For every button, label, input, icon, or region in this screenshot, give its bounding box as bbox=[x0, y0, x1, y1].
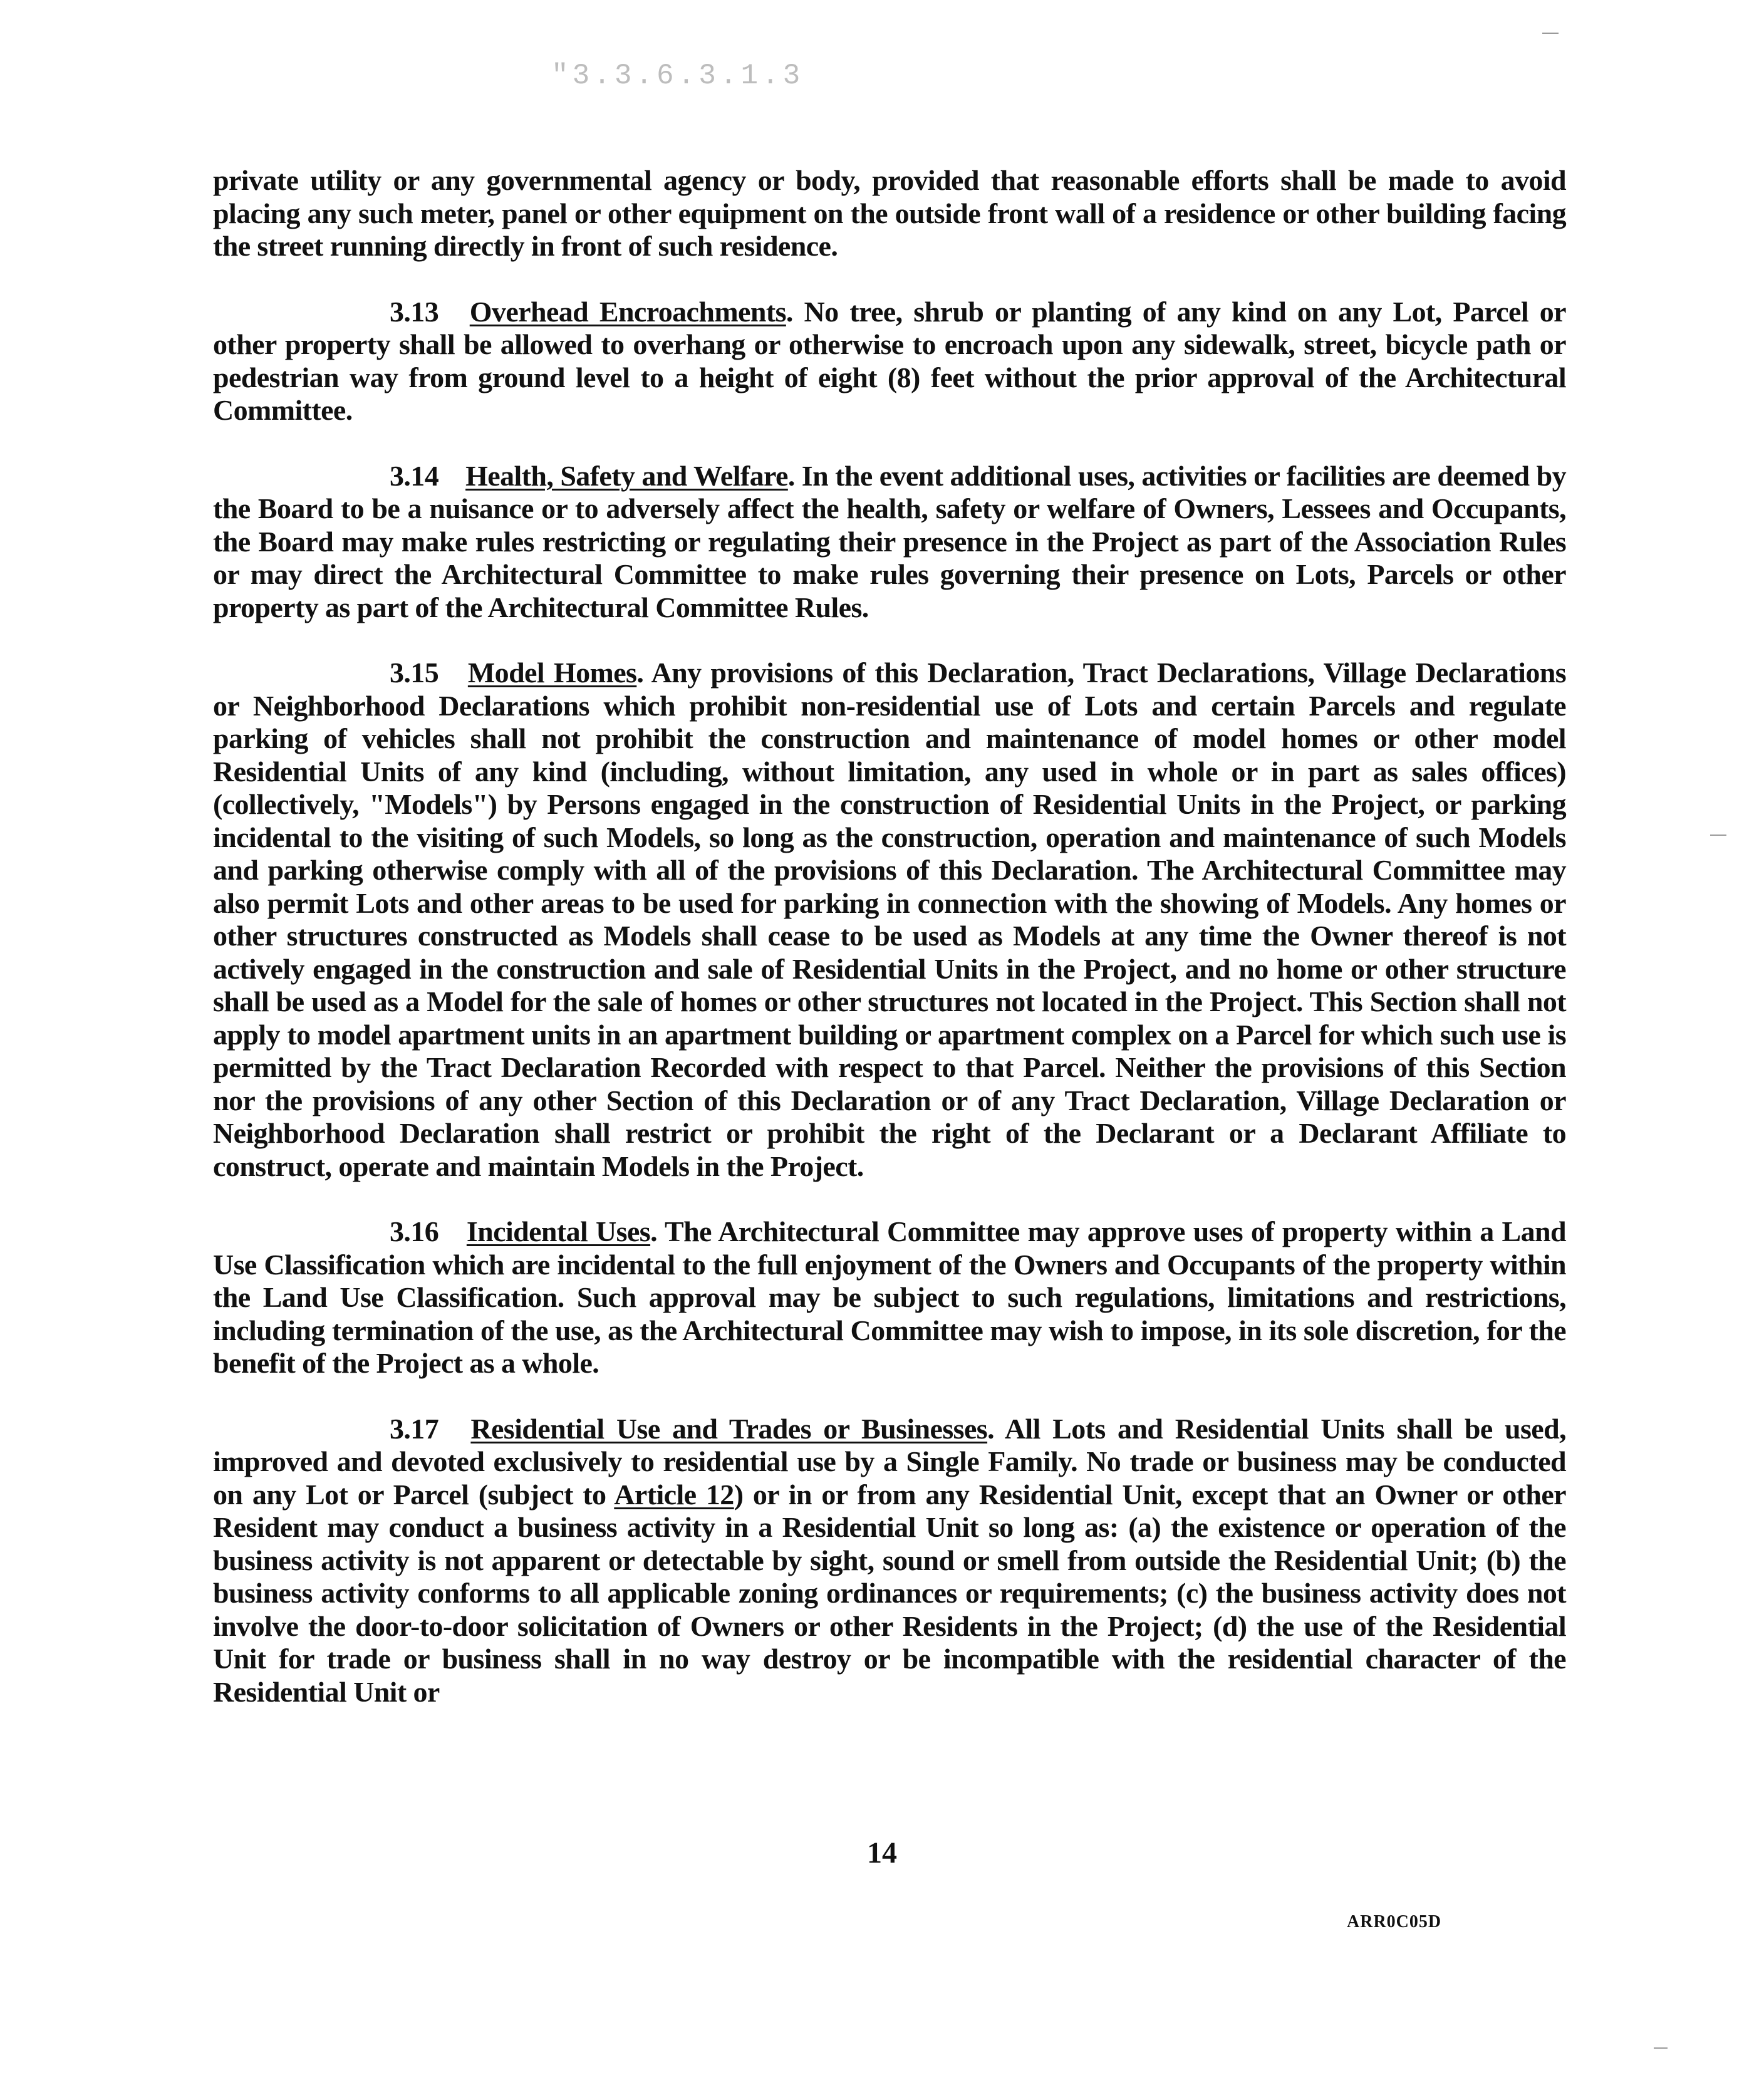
section-title: Health, Safety and Welfare bbox=[465, 459, 788, 492]
section-text: No tree, shrub or planting of any kind on any Lot, Parcel or other property shall be allowed to overhang or otherwise to encroach upon any sidewalk, street, bicycle path or pedestrian way from ground level to a height of eight (8) feet without the prior approval of the Architectural Committee. bbox=[213, 295, 1566, 426]
section-number: 3.17 bbox=[390, 1412, 439, 1445]
intro-paragraph bbox=[213, 164, 1566, 263]
section-text: All Lots and Residential Units shall be used, improved and devoted exclusively to residential use by a Single Family. No trade or business may be conducted on any Lot or Parcel (subject to bbox=[213, 1412, 1566, 1511]
section-3-16: 3.16 Incidental Uses. The Architectural Committee may approve uses of property within a Land Use Classification which are incidental to the full enjoyment of the Owners and Occupants of the property within the Land Use Classification. Such approval may be subject to such regulations, limitations and restrictions, including termination of the use, as the Architectural Committee may wish to impose, in its sole discretion, for the benefit of the Project as a whole. bbox=[213, 1215, 1566, 1379]
document-body bbox=[213, 164, 1566, 1741]
section-3-17: 3.17 Residential Use and Trades or Businesses. All Lots and Residential Units shall be used, improved and devoted exclusively to residential use by a Single Family. No trade or business may be conducted on any Lot or Parcel (subject to Article 12) or in or from any Residential Unit, except that an Owner or other Resident may conduct a business activity in a Residential Unit so long as: (a) the existence or operation of the business activity is not apparent or detectable by sight, sound or smell from outside the Residential Unit; (b) the business activity conforms to all applicable zoning ordinances or requirements; (c) the business activity does not involve the door-to-door solicitation of Owners or other Residents in the Project; (d) the use of the Residential Unit for trade or business shall in no way destroy or be incompatible with the residential character of the Residential Unit or bbox=[213, 1412, 1566, 1708]
section-text: ) or in or from any Residential Unit, except that an Owner or other Resident may conduct a business activity in a Residential Unit so long as: (a) the existence or operation of the business activity is not apparent or detectable by sight, sound or smell from outside the Residential Unit; (b) the business activity conforms to all applicable zoning ordinances or requirements; (c) the business activity does not involve the door-to-door solicitation of Owners or other Residents in the Project; (d) the use of the Residential Unit for trade or business shall in no way destroy or be incompatible with the residential character of the Residential Unit or bbox=[213, 1478, 1566, 1708]
section-number: 3.16 bbox=[390, 1215, 439, 1247]
section-title: Model Homes bbox=[467, 657, 637, 689]
section-title: Incidental Uses bbox=[466, 1215, 651, 1247]
scan-mark bbox=[1542, 33, 1559, 34]
section-3-14: 3.14 Health, Safety and Welfare. In the event additional uses, activities or facilities are deemed by the Board to be a nuisance or to adversely affect the health, safety or welfare of Owners, Lessees and Occupants, the Board may make rules restricting or regulating their presence in the Project as part of the Association Rules or may direct the Architectural Committee to make rules governing their presence on Lots, Parcels or other property as part of the Architectural Committee Rules. bbox=[213, 459, 1566, 623]
section-text: Any provisions of this Declaration, Tract Declarations, Village Declarations or Neighborhood Declarations which prohibit non-residential use of Lots and certain Parcels and regulate parking of vehicles shall not prohibit the construction and maintenance of model homes or other model Residential Units of any kind (including, without limitation, any used in whole or in part as sales offices) (collectively, "Models") by Persons engaged in the construction of Residential Units in the Project, or parking incidental to the visiting of such Models, so long as the construction, operation and maintenance of such Models and parking otherwise comply with all of the provisions of this Declaration. The Architectural Committee may also permit Lots and other areas to be used for parking in connection with the showing of Models. Any homes or other structures constructed as Models shall cease to be used as Models at any time the Owner thereof is not actively engaged in the construction and sale of Residential Units in the Project, and no home or other structure shall be used as a Model for the sale of homes or other structures not located in the Project. This Section shall not apply to model apartment units in an apartment building or apartment complex on a Parcel for which such use is permitted by the Tract Declaration Recorded with respect to that Parcel. Neither the provisions of this Section nor the provisions of any other Section of this Declaration or of any Tract Declaration, Village Declaration or Neighborhood Declaration shall restrict or prohibit the right of the Declarant or a Declarant Affiliate to construct, operate and maintain Models in the Project. bbox=[213, 657, 1566, 1182]
document-code: ARR0C05D bbox=[1347, 1912, 1442, 1932]
article-reference-link: Article 12 bbox=[614, 1478, 734, 1511]
section-number: 3.15 bbox=[390, 657, 439, 689]
intro-text: private utility or any governmental agency or body, provided that reasonable efforts shall be made to avoid placing any such meter, panel or other equipment on the outside front wall of a residence or other building facing the street running directly in front of such residence. bbox=[213, 164, 1566, 262]
section-number: 3.14 bbox=[390, 459, 439, 492]
header-stamp: "3.3.6.3.1.3 bbox=[551, 60, 804, 92]
page-number: 14 bbox=[867, 1836, 897, 1870]
section-3-15: 3.15 Model Homes. Any provisions of this Declaration, Tract Declarations, Village Declarations or Neighborhood Declarations which prohibit non-residential use of Lots and certain Parcels and regulate parking of vehicles shall not prohibit the construction and maintenance of model homes or other model Residential Units of any kind (including, without limitation, any used in whole or in part as sales offices) (collectively, "Models") by Persons engaged in the construction of Residential Units in the Project, or parking incidental to the visiting of such Models, so long as the construction, operation and maintenance of such Models and parking otherwise comply with all of the provisions of this Declaration. The Architectural Committee may also permit Lots and other areas to be used for parking in connection with the showing of Models. Any homes or other structures constructed as Models shall cease to be used as Models at any time the Owner thereof is not actively engaged in the construction and sale of Residential Units in the Project, and no home or other structure shall be used as a Model for the sale of homes or other structures not located in the Project. This Section shall not apply to model apartment units in an apartment building or apartment complex on a Parcel for which such use is permitted by the Tract Declaration Recorded with respect to that Parcel. Neither the provisions of this Section nor the provisions of any other Section of this Declaration or of any Tract Declaration, Village Declaration or Neighborhood Declaration shall restrict or prohibit the right of the Declarant or a Declarant Affiliate to construct, operate and maintain Models in the Project. bbox=[213, 657, 1566, 1182]
scan-mark bbox=[1710, 835, 1726, 836]
section-number: 3.13 bbox=[390, 295, 439, 328]
section-3-13: 3.13 Overhead Encroachments. No tree, shrub or planting of any kind on any Lot, Parcel or other property shall be allowed to overhang or otherwise to encroach upon any sidewalk, street, bicycle path or pedestrian way from ground level to a height of eight (8) feet without the prior approval of the Architectural Committee. bbox=[213, 295, 1566, 426]
section-title: Overhead Encroachments bbox=[469, 295, 786, 328]
section-text: In the event additional uses, activities or facilities are deemed by the Board to be a nuisance or to adversely affect the health, safety or welfare of Owners, Lessees and Occupants, the Board may make rules restricting or regulating their presence in the Project as part of the Association Rules or may direct the Architectural Committee to make rules governing their presence on Lots, Parcels or other property as part of the Architectural Committee Rules. bbox=[213, 459, 1566, 623]
scan-mark bbox=[1654, 2047, 1668, 2049]
section-title: Residential Use and Trades or Businesses bbox=[470, 1412, 988, 1445]
section-text: The Architectural Committee may approve uses of property within a Land Use Classification which are incidental to the full enjoyment of the Owners and Occupants of the property within the Land Use Classification. Such approval may be subject to such regulations, limitations and restrictions, including termination of the use, as the Architectural Committee may wish to impose, in its sole discretion, for the benefit of the Project as a whole. bbox=[213, 1215, 1566, 1379]
